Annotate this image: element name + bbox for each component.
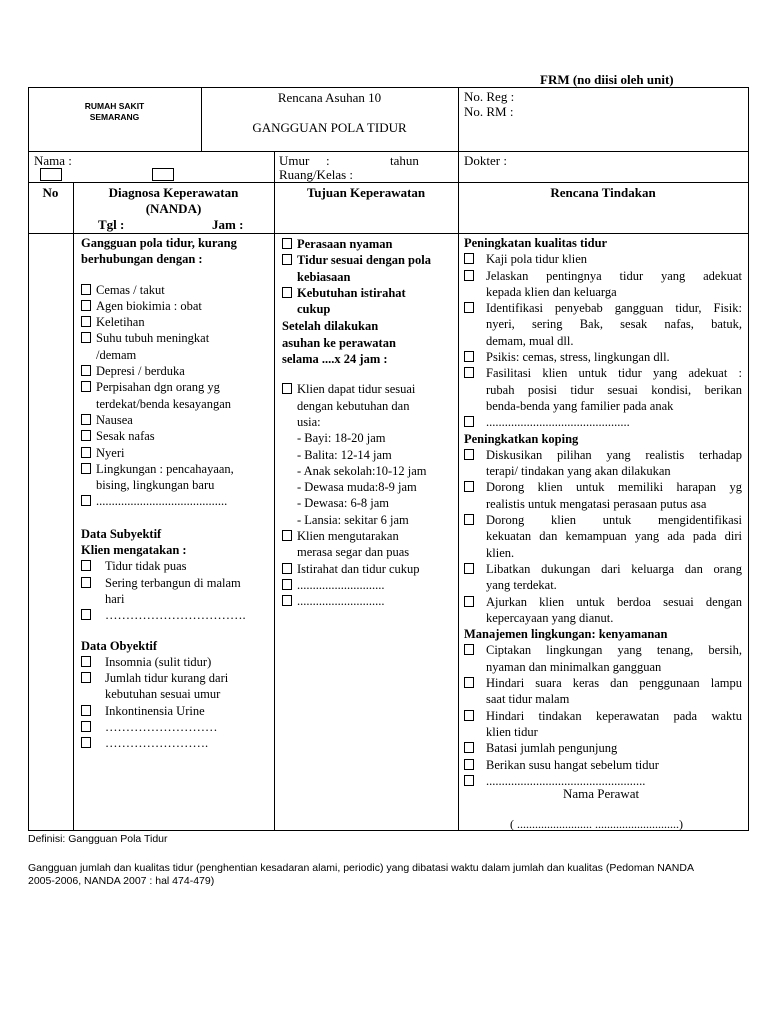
- item-text: klien.: [486, 545, 515, 560]
- subyektif-sub: Klien mengatakan :: [81, 543, 187, 558]
- item-text: Sesak nafas: [96, 429, 155, 444]
- tujuan-column: [282, 236, 454, 610]
- frm-note: FRM (no diisi oleh unit): [540, 72, 674, 87]
- checkbox-icon[interactable]: [81, 609, 91, 620]
- item-text: Klien dapat tidur sesuai: [297, 382, 416, 397]
- checkbox-icon[interactable]: [282, 579, 292, 590]
- list-item: [81, 428, 269, 444]
- checkbox-icon[interactable]: [81, 721, 91, 732]
- umur-label: Umur: [279, 153, 310, 168]
- rencana-item: [464, 740, 742, 756]
- list-item: [282, 593, 454, 609]
- list-item: [81, 558, 269, 574]
- list-item: [282, 381, 454, 528]
- checkbox-icon[interactable]: [81, 447, 91, 458]
- registration-fields: [464, 89, 514, 119]
- checkbox-icon[interactable]: [464, 596, 474, 607]
- checkbox-icon[interactable]: [81, 381, 91, 392]
- item-text: Istirahat dan tidur cukup: [297, 561, 420, 576]
- item-text: - Anak sekolah:10-12 jam: [297, 463, 427, 478]
- rencana-item: [464, 268, 742, 301]
- item-text: - Bayi: 18-20 jam: [297, 431, 386, 446]
- checkbox-icon[interactable]: [464, 742, 474, 753]
- item-text: demam, mual dll.: [486, 333, 574, 348]
- checkbox-icon[interactable]: [81, 672, 91, 683]
- diagnosa-heading: Gangguan pola tidur, kurang berhubungan dengan :: [81, 236, 237, 267]
- ruang-field[interactable]: Ruang/Kelas :: [279, 167, 354, 182]
- checkbox-icon[interactable]: [464, 481, 474, 492]
- item-text: Identifikasi penyebab gangguan tidur, Fisik:: [486, 301, 742, 316]
- rencana-section-title: Peningkatkan koping: [464, 431, 579, 446]
- item-text: Insomnia (sulit tidur): [105, 654, 212, 669]
- item-text: /demam: [96, 347, 137, 362]
- col-diagnosa: Diagnosa Keperawatan (NANDA): [108, 185, 239, 216]
- checkbox-icon[interactable]: [282, 595, 292, 606]
- item-text: ..........................................: [96, 494, 228, 509]
- item-text: Ciptakan lingkungan yang tenang, bersih,: [486, 643, 742, 658]
- item-text: Inkontinensia Urine: [105, 703, 205, 718]
- item-text: Cemas / takut: [96, 282, 165, 297]
- item-text: yang terdekat.: [486, 578, 557, 593]
- item-text: Sering terbangun di malam: [105, 575, 241, 590]
- item-text: kebiasaan: [297, 269, 351, 284]
- rencana-column: [464, 235, 742, 789]
- rencana-section-title: Manajemen lingkungan: kenyamanan: [464, 627, 668, 642]
- item-text: ............................: [297, 594, 385, 609]
- list-item: [282, 561, 454, 577]
- item-text: realistis untuk mengatasi perasaan putus asa: [486, 496, 707, 511]
- list-item: [282, 577, 454, 593]
- checkbox-icon[interactable]: [282, 287, 292, 298]
- rencana-item: [464, 349, 742, 365]
- item-text: Diskusikan pilihan yang realistis terhadap: [486, 447, 742, 462]
- item-text: bising, lingkungan baru: [96, 478, 215, 493]
- item-text: Keletihan: [96, 315, 145, 330]
- item-text: Psikis: cemas, stress, lingkungan dll.: [486, 350, 670, 365]
- item-text: - Balita: 12-14 jam: [297, 447, 392, 462]
- checkbox-icon[interactable]: [81, 577, 91, 588]
- item-text: Perasaan nyaman: [297, 237, 393, 251]
- checkbox-icon[interactable]: [464, 677, 474, 688]
- list-item: [81, 412, 269, 428]
- tujuan-goals: [282, 236, 454, 317]
- rencana-item: [464, 414, 742, 430]
- diagnosa-items: [81, 282, 269, 510]
- rencana-item: [464, 757, 742, 773]
- list-item: [81, 282, 269, 298]
- checkbox-icon[interactable]: [464, 351, 474, 362]
- item-text: hari: [105, 591, 125, 606]
- item-text: Hindari tindakan keperawatan pada waktu: [486, 708, 742, 723]
- item-text: ..............................................: [486, 415, 630, 430]
- item-text: Nyeri: [96, 445, 125, 460]
- list-item: [282, 236, 454, 252]
- item-text: Tidur tidak puas: [105, 559, 187, 574]
- rencana-item: [464, 708, 742, 741]
- list-item: [81, 445, 269, 461]
- checkbox-icon[interactable]: [464, 416, 474, 427]
- list-item: [81, 363, 269, 379]
- rencana-item: [464, 479, 742, 512]
- no-reg-field[interactable]: No. Reg :: [464, 89, 515, 104]
- item-text: …………………….: [105, 736, 209, 751]
- checkbox-icon[interactable]: [81, 414, 91, 425]
- item-text: Hindari suara keras dan penggunaan lampu: [486, 676, 742, 691]
- rencana-item: [464, 251, 742, 267]
- checkbox-icon[interactable]: [81, 430, 91, 441]
- checkbox-icon[interactable]: [282, 383, 292, 394]
- item-text: nyeri, sering Bak, sesak nafas, batuk,: [486, 317, 742, 332]
- item-text: Perpisahan dgn orang yg: [96, 380, 220, 395]
- item-text: Jelaskan pentingnya tidur yang adekuat: [486, 268, 742, 283]
- rencana-item: [464, 365, 742, 414]
- item-text: kekuatan dan kemampuan yang ada pada diri: [486, 529, 742, 544]
- checkbox-icon[interactable]: [81, 300, 91, 311]
- list-item: [81, 575, 269, 608]
- checkbox-icon[interactable]: [464, 759, 474, 770]
- checkbox-icon[interactable]: [81, 284, 91, 295]
- item-text: rubah posisi tidur sesuai kondisi, berikan: [486, 382, 742, 397]
- item-text: terapi/ tindakan yang akan dilakukan: [486, 464, 671, 479]
- list-item: [81, 298, 269, 314]
- checkbox-icon[interactable]: [464, 367, 474, 378]
- rencana-item: [464, 561, 742, 594]
- plan-title: GANGGUAN POLA TIDUR: [252, 120, 407, 135]
- gender-box-p[interactable]: [152, 168, 174, 181]
- setelah-text: Setelah dilakukan asuhan ke perawatan selama ....x 24 jam :: [282, 319, 396, 367]
- item-text: - Dewasa muda:8-9 jam: [297, 480, 417, 495]
- list-item: [81, 654, 269, 670]
- definisi-text: Gangguan jumlah dan kualitas tidur (penghentian kesadaran alami, periodic) yang dibatasi waktu dalam jumlah dan kualitas (Pedoman NANDA 2005-2006, NANDA 2007 : hal 474-479): [28, 862, 694, 887]
- umur-field[interactable]: tahun: [390, 153, 419, 168]
- rencana-section-title: Peningkatan kualitas tidur: [464, 236, 608, 250]
- item-text: Depresi / berduka: [96, 364, 185, 379]
- checkbox-icon[interactable]: [81, 463, 91, 474]
- item-text: kepercayaan yang dianut.: [486, 610, 614, 625]
- item-text: kebutuhan sesuai umur: [105, 687, 221, 702]
- subyektif-title: Data Subyektif: [81, 526, 162, 541]
- jam-field[interactable]: Jam :: [212, 217, 244, 232]
- list-item: [81, 719, 269, 735]
- item-text: kepada klien dan keluarga: [486, 284, 617, 299]
- subyektif-items: [81, 558, 269, 623]
- list-item: [81, 703, 269, 719]
- rencana-item: [464, 300, 742, 349]
- item-text: Kaji pola tidur klien: [486, 252, 588, 267]
- hospital-name: RUMAH SAKIT SEMARANG: [84, 101, 145, 122]
- item-text: Batasi jumlah pengunjung: [486, 741, 618, 756]
- checkbox-icon[interactable]: [81, 560, 91, 571]
- rencana-item: [464, 447, 742, 480]
- col-rencana: Rencana Tindakan: [550, 185, 656, 200]
- checkbox-icon[interactable]: [464, 253, 474, 264]
- rencana-item: [464, 512, 742, 561]
- rencana-item: [464, 675, 742, 708]
- list-item: [81, 461, 269, 494]
- checkbox-icon[interactable]: [282, 563, 292, 574]
- list-item: [81, 607, 269, 623]
- no-rm-field[interactable]: No. RM :: [464, 104, 514, 119]
- item-text: Klien mengutarakan: [297, 529, 399, 544]
- item-text: klien tidur: [486, 724, 538, 739]
- gender-box-l[interactable]: [40, 168, 62, 181]
- checkbox-icon[interactable]: [81, 316, 91, 327]
- item-text: dengan kebutuhan dan: [297, 398, 410, 413]
- item-text: ............................: [297, 577, 385, 592]
- nama-field[interactable]: Nama :: [34, 153, 72, 168]
- item-text: cukup: [297, 302, 331, 317]
- checkbox-icon[interactable]: [81, 737, 91, 748]
- item-text: Jumlah tidur kurang dari: [105, 671, 229, 686]
- item-text: saat tidur malam: [486, 692, 570, 707]
- item-text: usia:: [297, 414, 321, 429]
- item-text: ………………………: [105, 720, 218, 735]
- checkbox-icon[interactable]: [464, 644, 474, 655]
- checkbox-icon[interactable]: [282, 530, 292, 541]
- item-text: Tidur sesuai dengan pola: [297, 253, 431, 268]
- list-item: [81, 379, 269, 412]
- item-text: Berikan susu hangat sebelum tidur: [486, 757, 659, 772]
- dokter-field[interactable]: Dokter :: [464, 153, 507, 168]
- item-text: benda-benda yang familier pada anak: [486, 398, 674, 413]
- item-text: …………………………….: [105, 608, 246, 623]
- col-tujuan: Tujuan Keperawatan: [306, 185, 426, 200]
- item-text: nyaman dan minimalkan gangguan: [486, 659, 662, 674]
- list-item: [81, 670, 269, 703]
- list-item: [81, 493, 269, 509]
- checkbox-icon[interactable]: [81, 332, 91, 343]
- col-no: No: [42, 185, 59, 200]
- item-text: ...................................................: [486, 773, 646, 788]
- signature-field[interactable]: ( ......................... ............................): [510, 817, 683, 831]
- tgl-field[interactable]: Tgl :: [98, 217, 125, 232]
- checkbox-icon[interactable]: [464, 775, 474, 786]
- checkbox-icon[interactable]: [464, 563, 474, 574]
- plan-number: Rencana Asuhan 10: [277, 90, 382, 105]
- checkbox-icon[interactable]: [464, 449, 474, 460]
- item-text: Agen biokimia : obat: [96, 298, 202, 313]
- item-text: Lingkungan : pencahayaan,: [96, 461, 234, 476]
- checkbox-icon[interactable]: [464, 302, 474, 313]
- umur-colon: :: [326, 153, 330, 168]
- list-item: [282, 285, 454, 318]
- definisi-label: Definisi: Gangguan Pola Tidur: [28, 833, 168, 845]
- item-text: Nausea: [96, 412, 133, 427]
- item-text: merasa segar dan puas: [297, 545, 410, 560]
- checkbox-icon[interactable]: [81, 365, 91, 376]
- obyektif-title: Data Obyektif: [81, 638, 158, 653]
- checkbox-icon[interactable]: [464, 514, 474, 525]
- list-item: [81, 314, 269, 330]
- list-item: [282, 252, 454, 285]
- checkbox-icon[interactable]: [464, 710, 474, 721]
- list-item: [81, 735, 269, 751]
- rencana-item: [464, 594, 742, 627]
- tujuan-items: [282, 381, 454, 609]
- item-text: Ajurkan klien untuk berdoa sesuai dengan: [486, 594, 742, 609]
- checkbox-icon[interactable]: [282, 254, 292, 265]
- item-text: terdekat/benda kesayangan: [96, 396, 232, 411]
- item-text: Dorong klien untuk mengidentifikasi: [486, 513, 742, 528]
- rencana-item: [464, 642, 742, 675]
- checkbox-icon[interactable]: [282, 238, 292, 249]
- item-text: - Dewasa: 6-8 jam: [297, 496, 389, 511]
- list-item: [282, 528, 454, 561]
- item-text: Dorong klien untuk memiliki harapan yg: [486, 480, 742, 495]
- item-text: Libatkan dukungan dari keluarga dan orang: [486, 561, 742, 576]
- checkbox-icon[interactable]: [81, 656, 91, 667]
- diagnosa-column: [81, 235, 269, 752]
- nama-perawat-label: Nama Perawat: [563, 786, 640, 801]
- list-item: [81, 330, 269, 363]
- checkbox-icon[interactable]: [81, 495, 91, 506]
- item-text: Suhu tubuh meningkat: [96, 331, 210, 346]
- checkbox-icon[interactable]: [81, 705, 91, 716]
- checkbox-icon[interactable]: [464, 270, 474, 281]
- item-text: Fasilitasi klien untuk tidur yang adekuat :: [486, 366, 742, 381]
- item-text: - Lansia: sekitar 6 jam: [297, 512, 409, 527]
- item-text: Kebutuhan istirahat: [297, 285, 406, 300]
- obyektif-items: [81, 654, 269, 752]
